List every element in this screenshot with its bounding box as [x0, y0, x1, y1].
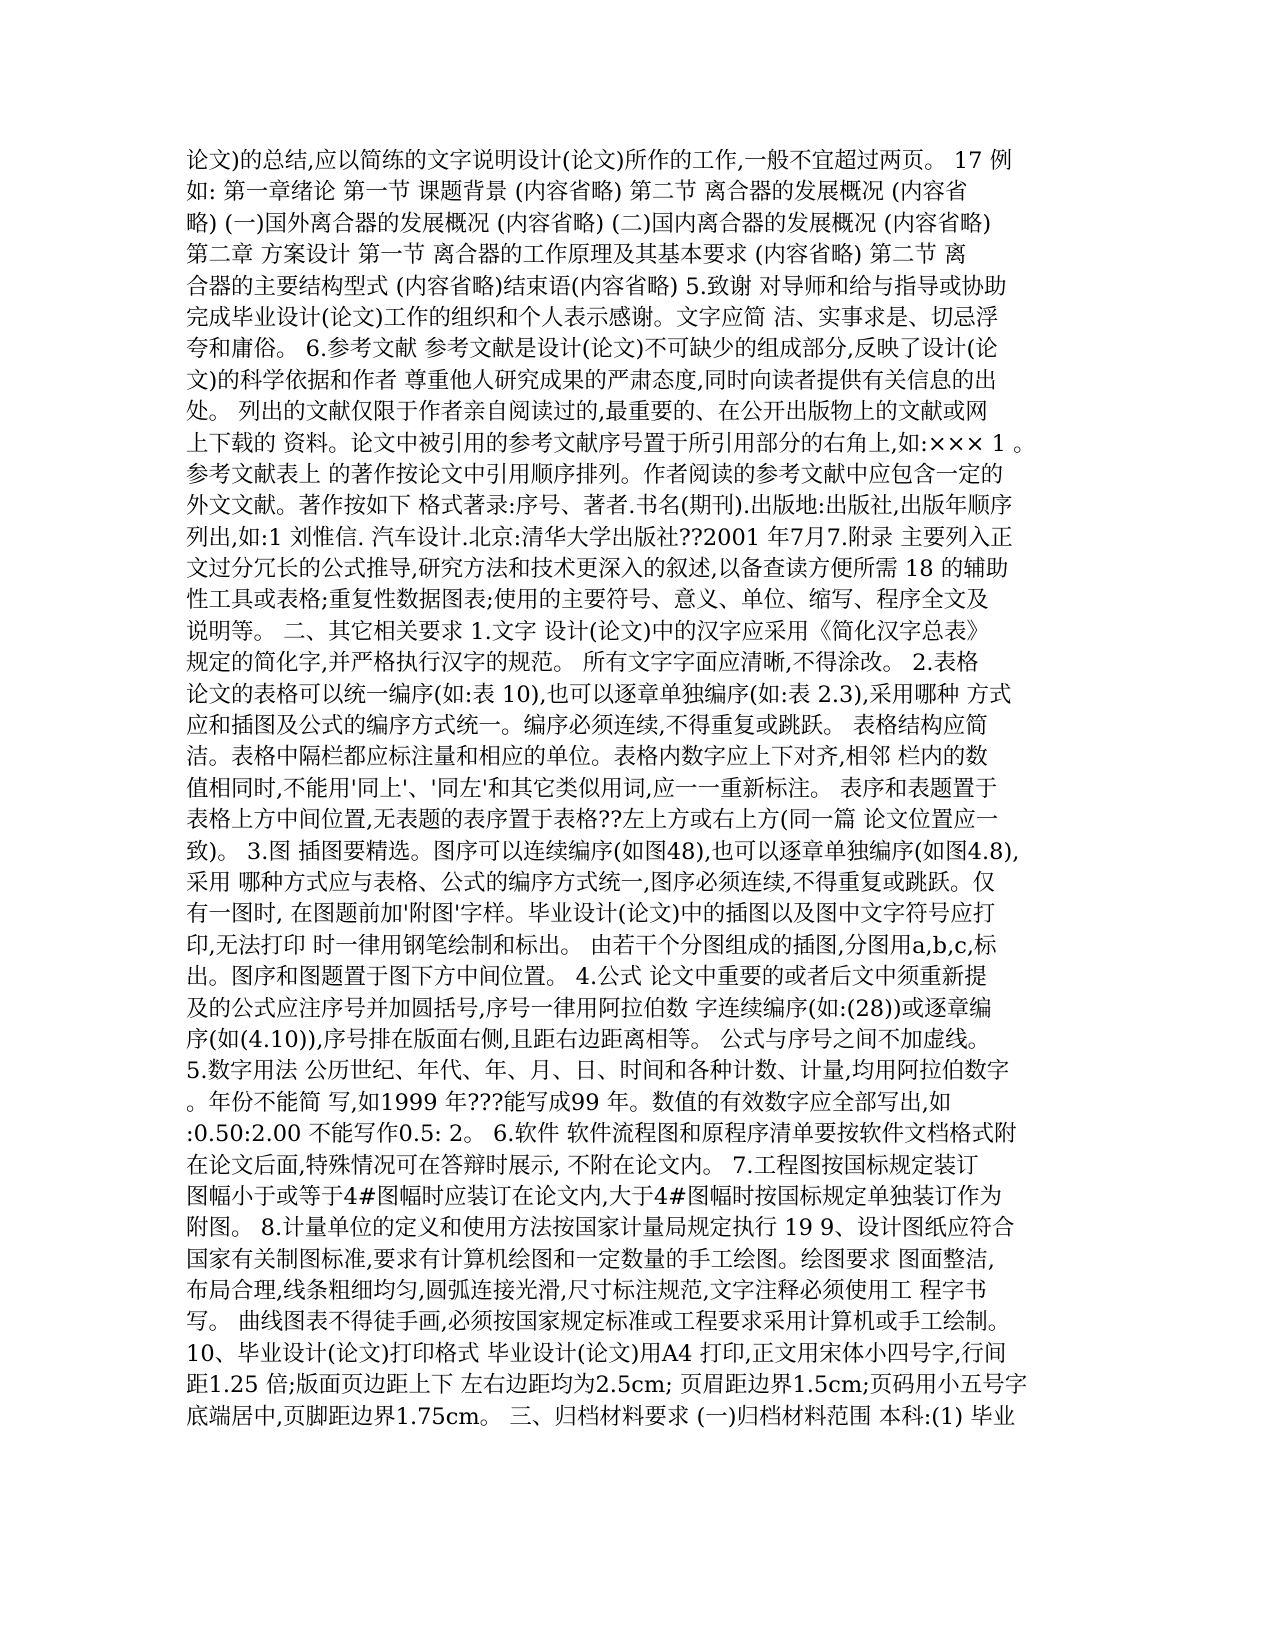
text-line: :0.50:2.00 不能写作0.5: 2。 6.软件 软件流程图和原程序清单要按软件文档格式附 [186, 1121, 1017, 1148]
text-line: 规定的简化字,并严格执行汉字的规范。 所有文字字面应清晰,不得涂改。 2.表格 [186, 650, 979, 677]
text-line: 写。 曲线图表不得徒手画,必须按国家规定标准或工程要求采用计算机或手工绘制。 [186, 1309, 1011, 1336]
text-line: 上下载的 资料。论文中被引用的参考文献序号置于所引用部分的右角上,如:××× 1 。 [186, 430, 1036, 457]
text-line: 完成毕业设计(论文)工作的组织和个人表示感谢。文字应简 洁、实事求是、切忌浮 [186, 304, 999, 331]
text-line: 应和插图及公式的编序方式统一。编序必须连续,不得重复或跳跃。 表格结构应简 [186, 713, 988, 740]
text-line: 10、毕业设计(论文)打印格式 毕业设计(论文)用A4 打印,正文用宋体小四号字,行间 [186, 1340, 1007, 1367]
text-line: 说明等。 二、其它相关要求 1.文字 设计(论文)中的汉字应采用《简化汉字总表》 [186, 618, 989, 645]
text-line: 距1.25 倍;版面页边距上下 左右边距均为2.5cm; 页眉距边界1.5cm;页码用小五号字 [186, 1372, 1028, 1399]
text-line: 表格上方中间位置,无表题的表序置于表格??左上方或右上方(同一篇 论文位置应一 [186, 807, 999, 834]
text-line: 5.数字用法 公历世纪、年代、年、月、日、时间和各种计数、计量,均用阿拉伯数字 [186, 1058, 1010, 1085]
text-line: 参考文献表上 的著作按论文中引用顺序排列。作者阅读的参考文献中应包含一定的 [186, 461, 1004, 488]
text-line: 及的公式应注序号并加圆括号,序号一律用阿拉伯数 字连续编序(如:(28))或逐章编 [186, 995, 992, 1022]
text-line: 在论文后面,特殊情况可在答辩时展示, 不附在论文内。 7.工程图按国标规定装订 [186, 1152, 979, 1179]
text-line: 略) (一)国外离合器的发展概况 (内容省略) (二)国内离合器的发展概况 (内容省略) [186, 210, 992, 237]
text-line: 致)。 3.图 插图要精选。图序可以连续编序(如图48),也可以逐章单独编序(如图4.8), [186, 838, 1020, 865]
text-line: 国家有关制图标准,要求有计算机绘图和一定数量的手工绘图。绘图要求 图面整洁, [186, 1246, 995, 1273]
text-line: 附图。 8.计量单位的定义和使用方法按国家计量局规定执行 19 9、设计图纸应符合 [186, 1215, 1015, 1242]
text-line: 性工具或表格;重复性数据图表;使用的主要符号、意义、单位、缩写、程序全文及 [186, 587, 989, 614]
text-line: 合器的主要结构型式 (内容省略)结束语(内容省略) 5.致谢 对导师和给与指导或协助 [186, 273, 1007, 300]
text-line: 列出,如:1 刘惟信. 汽车设计.北京:清华大学出版社??2001 年7月7.附录 主要列入正 [186, 524, 1013, 551]
text-line: 值相同时,不能用'同上'、'同左'和其它类似用词,应一一重新标注。 表序和表题置于 [186, 775, 998, 802]
text-line: 夸和庸俗。 6.参考文献 参考文献是设计(论文)不可缺少的组成部分,反映了设计(论 [186, 336, 998, 363]
text-line: 图幅小于或等于4#图幅时应装订在论文内,大于4#图幅时按国标规定单独装订作为 [186, 1183, 1002, 1210]
text-line: 底端居中,页脚距边界1.75cm。 三、归档材料要求 (一)归档材料范围 本科:(1) 毕业 [186, 1403, 1016, 1430]
text-line: 处。 列出的文献仅限于作者亲自阅读过的,最重要的、在公开出版物上的文献或网 [186, 399, 988, 426]
text-line: 。年份不能简 写,如1999 年???能写成99 年。数值的有效数字应全部写出,如 [186, 1089, 952, 1116]
text-line: 论文)的总结,应以简练的文字说明设计(论文)所作的工作,一般不宜超过两页。 17 例 [186, 148, 1013, 174]
text-line: 布局合理,线条粗细均匀,圆弧连接光滑,尺寸标注规范,文字注释必须使用工 程字书 [186, 1278, 987, 1305]
text-line: 论文的表格可以统一编序(如:表 10),也可以逐章单独编序(如:表 2.3),采用哪种 方式 [186, 681, 1012, 708]
text-line: 有一图时, 在图题前加'附图'字样。毕业设计(论文)中的插图以及图中文字符号应打 [186, 901, 996, 928]
text-line: 文过分冗长的公式推导,研究方法和技术更深入的叙述,以备查读方便所需 18 的辅助 [186, 556, 1009, 583]
text-line: 文)的科学依据和作者 尊重他人研究成果的严肃态度,同时向读者提供有关信息的出 [186, 367, 997, 394]
text-line: 序(如(4.10)),序号排在版面右侧,且距右边距离相等。 公式与序号之间不加虚线。 [186, 1026, 991, 1053]
text-line: 洁。表格中隔栏都应标注量和相应的单位。表格内数字应上下对齐,相邻 栏内的数 [186, 744, 988, 771]
text-line: 印,无法打印 时一律用钢笔绘制和标出。 由若干个分图组成的插图,分图用a,b,c,标 [186, 932, 997, 959]
body-text [186, 146, 1086, 1433]
text-line: 出。图序和图题置于图下方中间位置。 4.公式 论文中重要的或者后文中须重新提 [186, 964, 987, 991]
text-line: 采用 哪种方式应与表格、公式的编序方式统一,图序必须连续,不得重复或跳跃。仅 [186, 869, 995, 896]
text-line: 外文文献。著作按如下 格式著录:序号、著者.书名(期刊).出版地:出版社,出版年顺序 [186, 493, 1013, 520]
text-line: 第二章 方案设计 第一节 离合器的工作原理及其基本要求 (内容省略) 第二节 离 [186, 242, 967, 269]
text-line: 如: 第一章绪论 第一节 课题背景 (内容省略) 第二节 离合器的发展概况 (内容省 [186, 179, 968, 206]
